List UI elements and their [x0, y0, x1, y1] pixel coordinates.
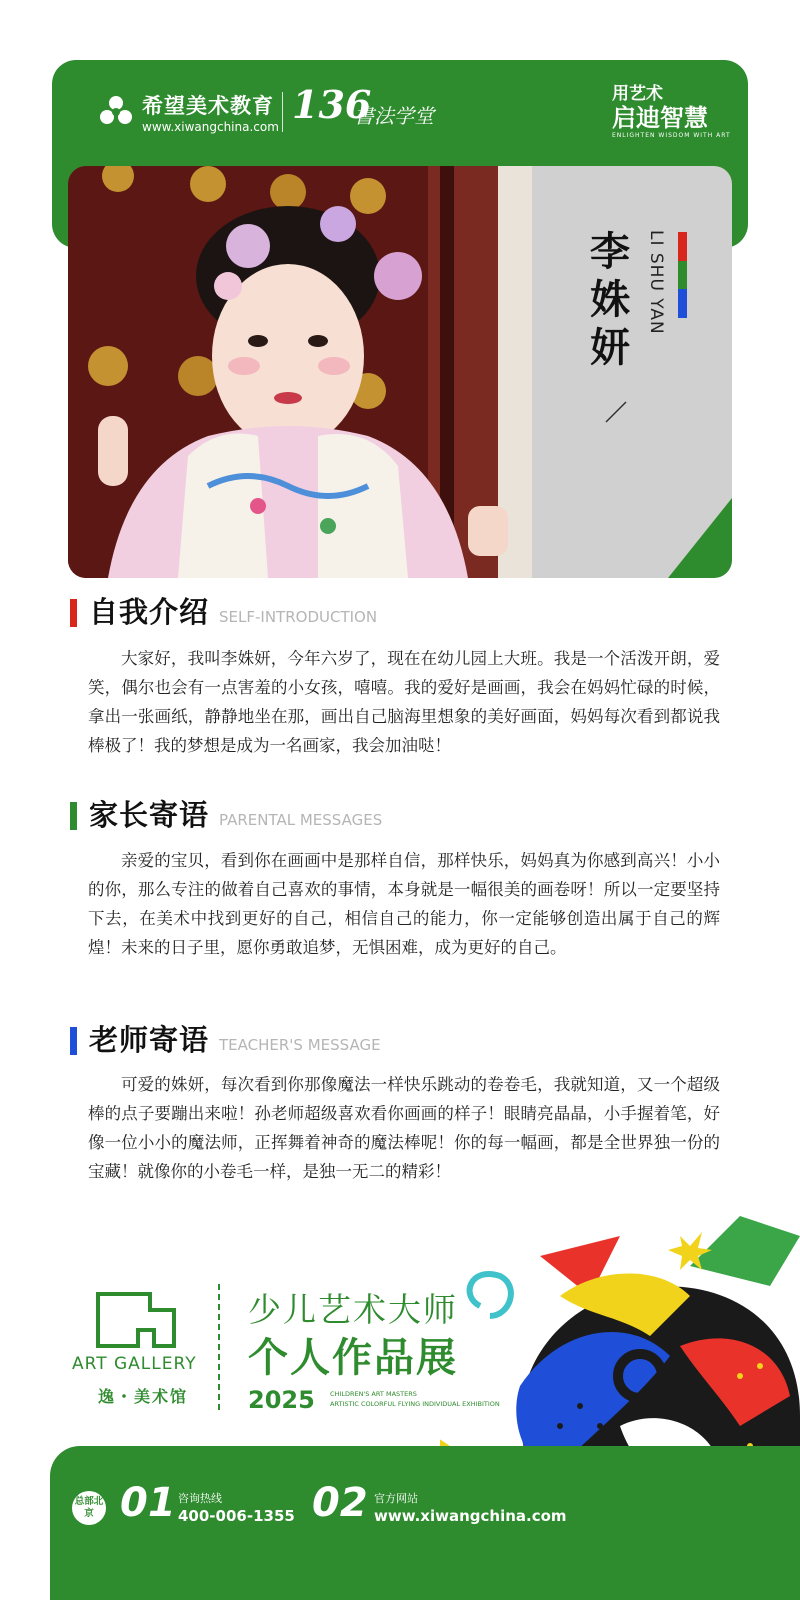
red-stripe [678, 232, 687, 261]
slogan [612, 84, 731, 140]
section-title-en: SELF-INTRODUCTION [219, 608, 378, 626]
contact-number-02: 02 [312, 1480, 368, 1526]
exhibition-subtitle-line1: CHILDREN'S ART MASTERS [330, 1390, 417, 1398]
slogan-line3: ENLIGHTEN WISDOM WITH ART [612, 132, 731, 139]
section-title-en: TEACHER'S MESSAGE [219, 1036, 381, 1054]
parent-message-text: 亲爱的宝贝，看到你在画画中是那样自信，那样快乐，妈妈真为你感到高兴！小小的你，那么专注的做着自己喜欢的事情，本身就是一幅很美的画卷呀！所以一定要坚持下去，在美术中找到更好的自己，相信自己的能力，你一定能够创造出属于自己的辉煌！未来的日子里，愿你勇敢追梦，无惧困难，成为更好的自己。 [88, 851, 720, 957]
parent-message-heading [70, 794, 382, 834]
self-intro-text: 大家好，我叫李姝妍，今年六岁了，现在在幼儿园上大班。我是一个活泼开朗，爱笑，偶尔也会有一点害羞的小女孩，嘻嘻。我的爱好是画画，我会在妈妈忙碌的时候，拿出一张画纸，静静地坐在那，画出自己脑海里想象的美好画面，妈妈每次看到都说我棒极了！我的梦想是成为一名画家，我会加油哒！ [88, 649, 720, 755]
calligraphy-brand-number: 136 [292, 82, 372, 127]
section-title-cn: 家长寄语 [89, 798, 210, 832]
brand-logo-icon [98, 93, 134, 129]
exhibition-year: 2025 [248, 1386, 315, 1414]
slash-decoration [604, 400, 628, 424]
calligraphy-brand-name: 書法学堂 [354, 104, 434, 128]
teacher-message-text: 可爱的姝妍，每次看到你那像魔法一样快乐跳动的卷卷毛，我就知道，又一个超级棒的点子要蹦出来啦！孙老师超级喜欢看你画画的样子！眼睛亮晶晶，小手握着笔，好像一位小小的魔法师，正挥舞着神奇的魔法棒呢！你的每一幅画，都是全世界独一份的宝藏！就像你的小卷毛一样，是独一无二的精彩！ [88, 1075, 720, 1181]
section-marker [70, 802, 77, 830]
exhibition-subtitle-line2: ARTISTIC COLORFUL FLYING INDIVIDUAL EXHIBITION [330, 1400, 500, 1408]
hotline-label: 咨询热线 [178, 1492, 222, 1505]
self-intro-heading [70, 591, 377, 631]
gallery-name-en: ART GALLERY [72, 1354, 197, 1374]
corner-triangle [668, 498, 732, 578]
teacher-message-heading [70, 1019, 381, 1059]
student-name-pinyin: LI SHU YAN [646, 230, 666, 335]
brand-name: 希望美术教育 [142, 94, 274, 118]
section-title-cn: 自我介绍 [89, 595, 210, 629]
student-name: 李姝妍 [590, 229, 630, 371]
headquarters-badge: 总部北京 [72, 1491, 106, 1525]
section-title-en: PARENTAL MESSAGES [219, 811, 383, 829]
website-url[interactable]: www.xiwangchina.com [374, 1507, 567, 1525]
section-title-cn: 老师寄语 [89, 1023, 210, 1057]
dashed-separator [218, 1284, 220, 1410]
portrait-illustration [68, 166, 532, 578]
brand-divider [282, 92, 283, 132]
website-label: 官方网站 [374, 1492, 418, 1505]
slogan-line2: 启迪智慧 [612, 104, 708, 132]
green-stripe [678, 261, 687, 290]
section-marker [70, 1027, 77, 1055]
gallery-logo-icon [94, 1290, 178, 1350]
gallery-name-cn: 逸・美术馆 [98, 1387, 189, 1406]
portrait-photo [68, 166, 532, 578]
exhibition-title-line1: 少儿艺术大师 [248, 1290, 458, 1329]
section-marker [70, 599, 77, 627]
blue-stripe [678, 289, 687, 318]
brand-url[interactable]: www.xiwangchina.com [142, 120, 279, 134]
contact-number-01: 01 [120, 1480, 176, 1526]
exhibition-subtitle [330, 1389, 500, 1409]
slogan-line1: 用艺术 [612, 84, 663, 104]
exhibition-title-line2: 个人作品展 [248, 1335, 458, 1381]
hotline-number[interactable]: 400-006-1355 [178, 1507, 295, 1525]
tricolor-bar [678, 232, 687, 318]
